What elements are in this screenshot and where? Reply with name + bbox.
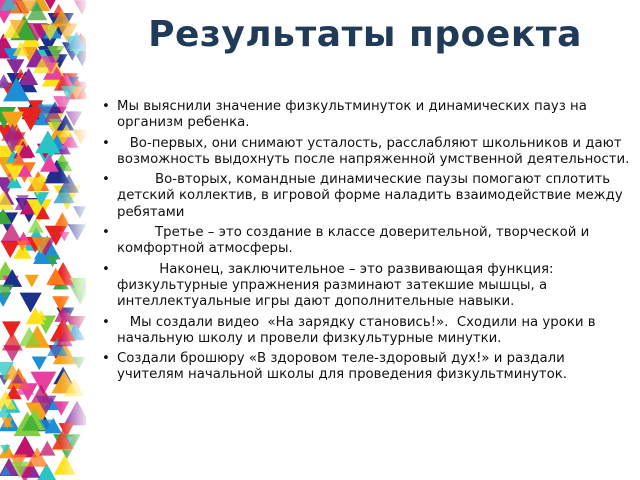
bullet-icon: • [102, 314, 110, 330]
list-item [102, 315, 632, 348]
triangle-pattern-border [0, 0, 86, 480]
bullet-icon: • [102, 351, 110, 367]
list-item-text: Третье – это создание в классе доверительной, творческой и комфортной атмосферы. [117, 225, 594, 257]
list-item-text: Наконец, заключительное – это развивающая функция: физкультурные упражнения разминают затекшие мышцы, а интеллектуальные игры дают дополнительные навыки. [117, 261, 558, 310]
bullet-icon: • [102, 225, 110, 241]
list-item [102, 351, 632, 384]
border-fade-overlay [0, 0, 86, 480]
bullet-icon: • [102, 99, 110, 114]
bullet-icon: • [102, 135, 110, 151]
list-item-text: Мы выяснили значение физкультминуток и динамических пауз на организм ребенка. [117, 99, 592, 131]
list-item-text: Во-первых, они снимают усталость, расслабляют школьников и дают возможность выдохнуть после напряженной умственной деятельности. [117, 135, 630, 167]
list-item [102, 172, 632, 221]
bullet-icon: • [102, 261, 110, 277]
list-item [102, 99, 632, 132]
bullet-icon: • [102, 172, 110, 188]
list-item-text: Создали брошюру «В здоровом теле-здоровый дух!» и раздали учителям начальной школы для проведения физкультминуток. [117, 351, 570, 383]
list-item [102, 262, 632, 311]
list-item-text: Во-вторых, командные динамические паузы помогают сплотить детский коллектив, в игровой форме наладить взаимодействие между ребятами [117, 172, 627, 220]
list-item [102, 136, 632, 169]
list-item [102, 225, 632, 258]
bullet-list [102, 99, 632, 388]
slide-title: Результаты проекта [148, 14, 582, 55]
list-item-text: Мы создали видео «На зарядку становись!». Сходили на уроки в начальную школу и провели физкультурные минутки. [117, 314, 600, 346]
